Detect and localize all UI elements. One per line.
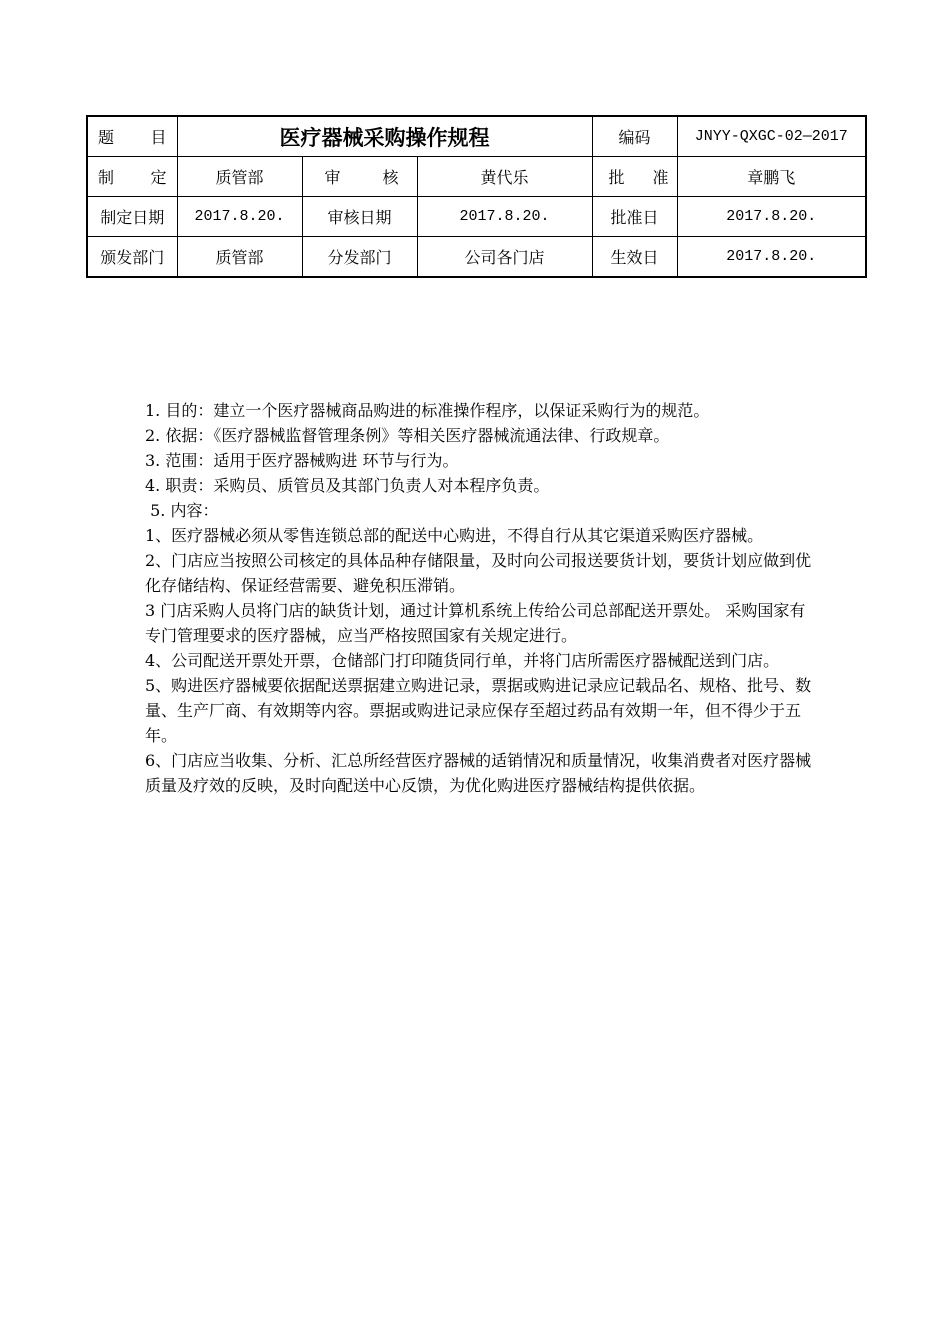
label-title: 题 目 [87,116,177,157]
paragraph-item-4: 4、公司配送开票处开票，仓储部门打印随货同行单，并将门店所需医疗器械配送到门店。 [145,651,780,670]
paragraph-basis: 2. 依据：《医疗器械监督管理条例》等相关医疗器械流通法律、行政规章。 [145,426,670,445]
approver-value: 章鹏飞 [677,157,866,197]
label-code: 编码 [592,116,677,157]
review-date-value: 2017.8.20. [417,197,592,237]
paragraph-item-6: 6、门店应当收集、分析、汇总所经营医疗器械的适销情况和质量情况，收集消费者对医疗器械质量及疗效的反映，及时向配送中心反馈，为优化购进医疗器械结构提供依据。 [145,751,812,795]
paragraph-item-1: 1、医疗器械必须从零售连锁总部的配送中心购进，不得自行从其它渠道采购医疗器械。 [145,526,764,545]
header-row-authors [87,157,866,197]
label-author: 制 定 [87,157,177,197]
effective-date-value: 2017.8.20. [677,237,866,278]
paragraph-duties: 4. 职责：采购员、质管员及其部门负责人对本程序负责。 [145,476,550,495]
approve-date-value: 2017.8.20. [677,197,866,237]
document-title: 医疗器械采购操作规程 [177,116,592,157]
document-code: JNYY-QXGC-02—2017 [677,116,866,157]
paragraph-content-heading: 5. 内容： [145,501,219,520]
reviewer-value: 黄代乐 [417,157,592,197]
label-approve: 批 准 [592,157,677,197]
label-approve-date: 批准日 [592,197,677,237]
date-value: 2017.8.20. [177,197,302,237]
issue-dept-value: 质管部 [177,237,302,278]
label-dist-dept: 分发部门 [302,237,417,278]
paragraph-item-5: 5、购进医疗器械要依据配送票据建立购进记录，票据或购进记录应记载品名、规格、批号、数量、生产厂商、有效期等内容。票据或购进记录应保存至超过药品有效期一年，但不得少于五年。 [145,676,812,745]
header-row-depts [87,237,866,278]
label-issue-dept: 颁发部门 [87,237,177,278]
paragraph-purpose: 1. 目的：建立一个医疗器械商品购进的标准操作程序，以保证采购行为的规范。 [145,401,710,420]
paragraph-scope: 3. 范围：适用于医疗器械购进 环节与行为。 [145,451,459,470]
procedure-body [145,398,815,798]
label-review: 审 核 [302,157,417,197]
header-row-dates [87,197,866,237]
label-date: 制定日期 [87,197,177,237]
paragraph-item-2: 2、门店应当按照公司核定的具体品种存储限量，及时向公司报送要货计划，要货计划应做到优化存储结构、保证经营需要、避免积压滞销。 [145,551,812,595]
dist-dept-value: 公司各门店 [417,237,592,278]
author-value: 质管部 [177,157,302,197]
label-effective: 生效日 [592,237,677,278]
label-review-date: 审核日期 [302,197,417,237]
paragraph-item-3: 3 门店采购人员将门店的缺货计划，通过计算机系统上传给公司总部配送开票处。 采购国家有专门管理要求的医疗器械，应当严格按照国家有关规定进行。 [145,601,806,645]
document-header-table [86,115,867,278]
header-row-title [87,116,866,157]
